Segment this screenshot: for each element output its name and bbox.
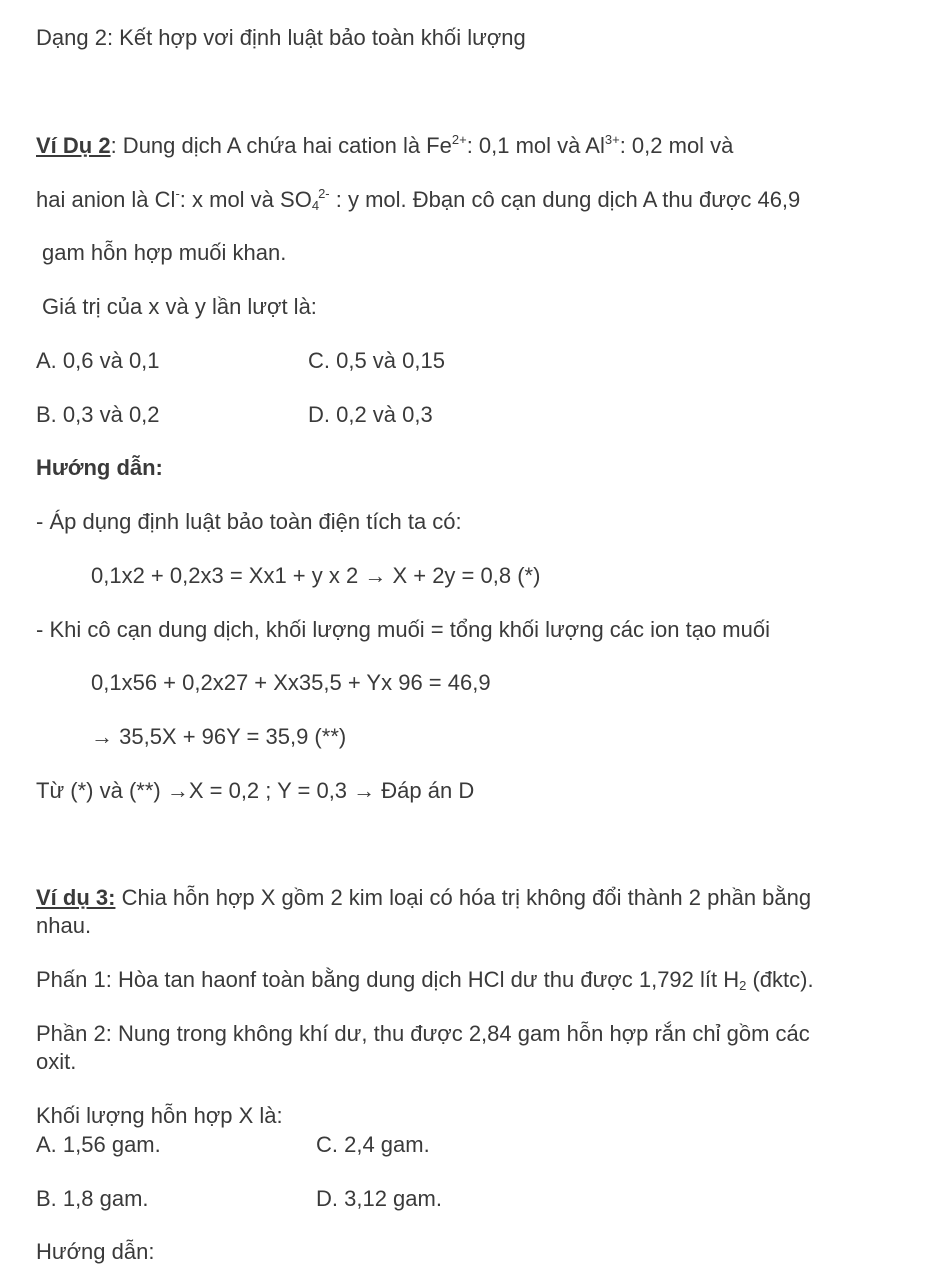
example-3-option-c: C. 2,4 gam. — [316, 1132, 430, 1157]
page-heading: Dạng 2: Kết hợp vơi định luật bảo toàn khối lượng — [36, 25, 526, 50]
example-2-conclusion: Từ (*) và (**) →X = 0,2 ; Y = 0,3 → Đáp án D — [36, 778, 475, 803]
cl-charge: - — [175, 186, 180, 201]
so4-subscript: 4 — [311, 198, 320, 213]
example-2-option-d: D. 0,2 và 0,3 — [308, 402, 433, 427]
example-3-text: Chia hỗn hợp X gồm 2 kim loại có hóa trị không đổi thành 2 phần bằng — [115, 885, 812, 910]
example-3-text: (đktc). — [746, 967, 814, 992]
example-2-equation-2: 0,1x56 + 0,2x27 + Xx35,5 + Yx 96 = 46,9 — [91, 670, 491, 695]
example-2-line-2 — [36, 187, 800, 213]
example-3-part-1 — [36, 967, 814, 993]
example-2-option-c: C. 0,5 và 0,15 — [308, 348, 445, 373]
example-2-text: : 0,1 mol và Al — [466, 133, 605, 158]
al-charge: 3+ — [604, 132, 620, 147]
example-2-label: Ví Dụ 2 — [36, 133, 111, 158]
example-3-question: Khối lượng hỗn hợp X là: — [36, 1103, 283, 1128]
example-3-line-2: nhau. — [36, 913, 92, 938]
example-2-line-1 — [36, 133, 733, 159]
example-2-step-1: - Áp dụng định luật bảo toàn điện tích ta có: — [36, 509, 462, 534]
example-2-guide-label: Hướng dẫn: — [36, 455, 163, 480]
so4-charge: 2- — [318, 186, 330, 201]
example-2-option-a: A. 0,6 và 0,1 — [36, 348, 160, 373]
example-3-guide-label: Hướng dẫn: — [36, 1239, 155, 1264]
example-2-equation-1: 0,1x2 + 0,2x3 = Xx1 + y x 2 → X + 2y = 0,8 (*) — [91, 563, 541, 588]
example-2-text: : 0,2 mol và — [619, 133, 734, 158]
example-3-option-d: D. 3,12 gam. — [316, 1186, 442, 1211]
fe-charge: 2+ — [451, 132, 467, 147]
example-3-option-b: B. 1,8 gam. — [36, 1186, 149, 1211]
example-3-part-2-line-1: Phần 2: Nung trong không khí dư, thu được 2,84 gam hỗn hợp rắn chỉ gồm các — [36, 1021, 810, 1046]
example-3-part-2-line-2: oxit. — [36, 1049, 77, 1074]
example-2-text: : y mol. Đbạn cô cạn dung dịch A thu được 46,9 — [329, 187, 801, 212]
example-3-option-a: A. 1,56 gam. — [36, 1132, 161, 1157]
example-2-step-2: - Khi cô cạn dung dịch, khối lượng muối = tổng khối lượng các ion tạo muối — [36, 617, 770, 642]
example-3-line-1 — [36, 885, 811, 911]
example-2-text: hai anion là Cl — [36, 187, 176, 212]
example-2-option-b: B. 0,3 và 0,2 — [36, 402, 160, 427]
h2-subscript: 2 — [739, 978, 747, 993]
example-2-line-3: gam hỗn hợp muối khan. — [42, 240, 287, 265]
example-2-question: Giá trị của x và y lần lượt là: — [42, 294, 317, 319]
example-3-label: Ví dụ 3: — [36, 885, 116, 910]
example-2-equation-3: → 35,5X + 96Y = 35,9 (**) — [91, 724, 347, 749]
example-3-text: Phấn 1: Hòa tan haonf toàn bằng dung dịch HCl dư thu được 1,792 lít H — [36, 967, 740, 992]
example-2-text: : Dung dịch A chứa hai cation là Fe — [110, 133, 452, 158]
example-2-text: : x mol và SO — [179, 187, 312, 212]
